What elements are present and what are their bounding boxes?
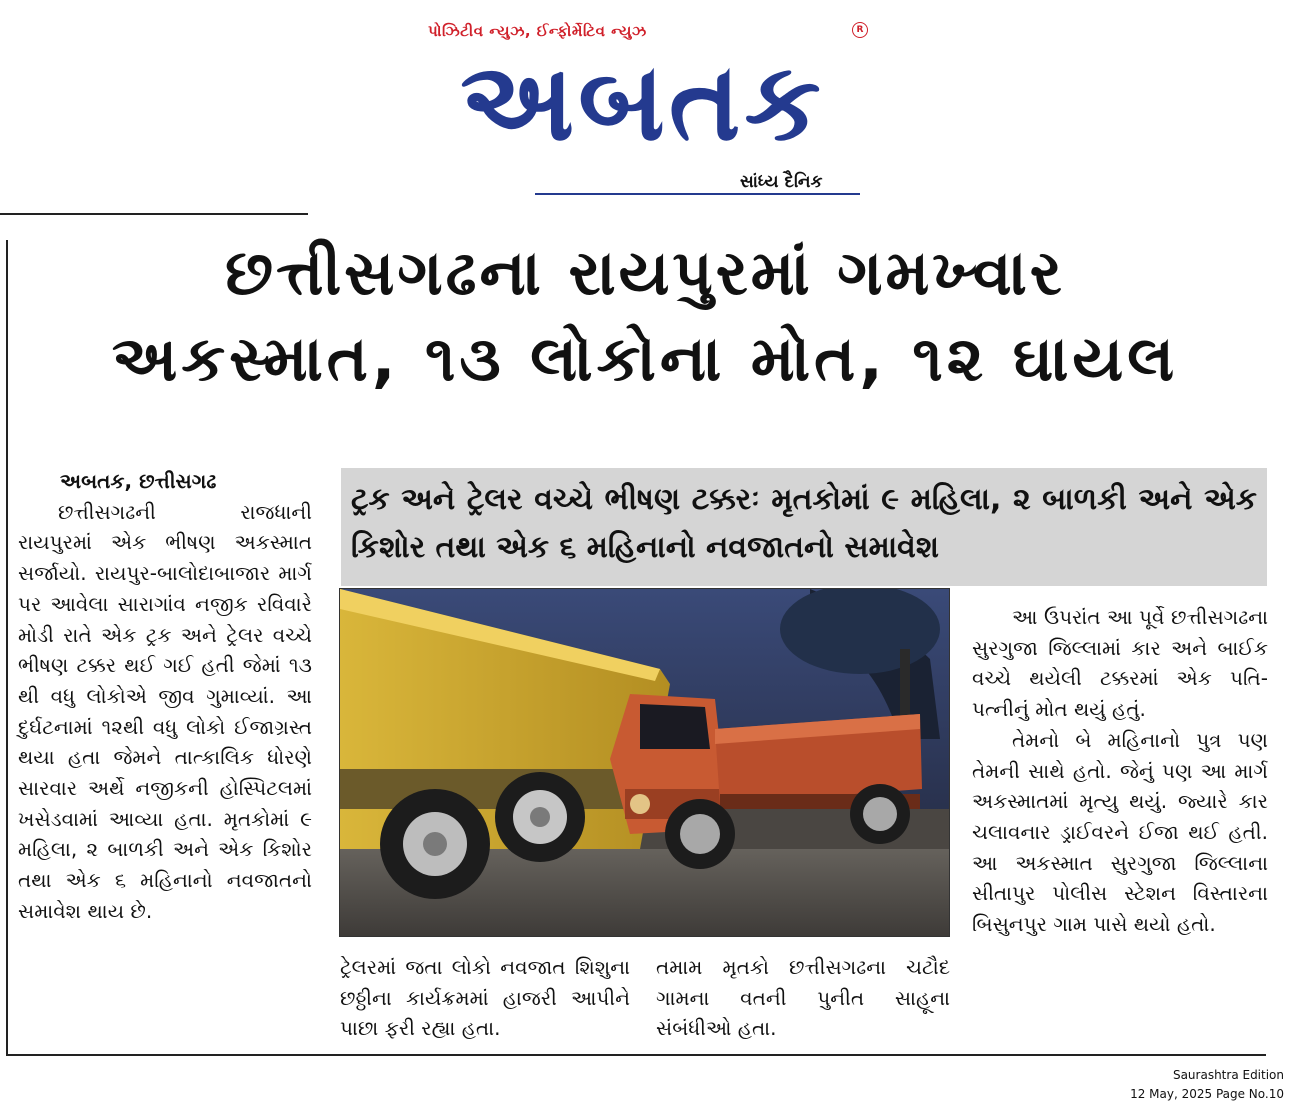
divider-bottom: [6, 1054, 1266, 1056]
page-footer: [1130, 1066, 1284, 1104]
divider-top: [0, 213, 308, 215]
registered-mark-icon: R: [852, 22, 868, 38]
newspaper-logo[interactable]: [420, 40, 865, 165]
dateline: અબતક, છત્તીસગઢ: [60, 469, 217, 493]
date-page-label: 12 May, 2025 Page No.10: [1130, 1087, 1284, 1101]
subheadline: ટ્રક અને ટ્રેલર વચ્ચે ભીષણ ટક્કરઃ મૃતકોમાં ૯ મહિલા, ૨ બાળકી અને એક કિશોર તથા એક ૬ મહિનાનો નવજાતનો સમાવેશ: [351, 482, 1257, 565]
divider-left: [6, 240, 8, 1055]
article-column-3: [972, 602, 1268, 940]
masthead-rule: [535, 193, 860, 195]
article-column-1: [18, 466, 312, 927]
column-3-paragraph-1: આ ઉપરાંત આ પૂર્વે છત્તીસગઢના સુરગુજા જિલ્લામાં કાર અને બાઈક વચ્ચે થયેલી ટક્કરમાં એક પતિ-પત્નીનું મોત થયું હતું.: [972, 605, 1268, 722]
column-3-paragraph-2: તેમનો બે મહિનાનો પુત્ર પણ તેમની સાથે હતો. જેનું પણ આ માર્ગ અકસ્માતમાં મૃત્યુ થયું. જ્યારે કાર ચલાવનાર ડ્રાઈવરને ઈજા થઈ હતી. આ અકસ્માત સુરગુજા જિલ્લાના સીતાપુર પોલીસ સ્ટેશન વિસ્તારના બિસુનપુર ગામ પાસે થયો હતો.: [972, 727, 1268, 937]
logo-wordmark: અબતક: [460, 40, 825, 165]
article-column-2a: ટ્રેલરમાં જતા લોકો નવજાત શિશુના છઠ્ઠીના કાર્યક્રમમાં હાજરી આપીને પાછા ફરી રહ્યા હતા.: [340, 955, 630, 1041]
accident-photo: [339, 588, 950, 937]
column-1-body: છત્તીસગઢની રાજધાની રાયપુરમાં એક ભીષણ અકસ્માત સર્જાયો. રાયપુર-બાલોદાબાજાર માર્ગ પર આવેલા સારાગાંવ નજીક રવિવારે મોડી રાતે એક ટ્રક અને ટ્રેલર વચ્ચે ભીષણ ટક્કર થઈ ગઈ હતી જેમાં ૧૩ થી વધુ લોકોએ જીવ ગુમાવ્યાં. આ દુર્ઘટનામાં ૧૨થી વધુ લોકો ઈજાગ્રસ્ત થયા હતા જેમને તાત્કાલિક ધોરણે સારવાર અર્થે નજીકની હોસ્પિટલમાં ખસેડવામાં આવ્યા હતા. મૃતકોમાં ૯ મહિલા, ૨ બાળકી અને એક કિશોર તથા એક ૬ મહિનાનો નવજાતનો સમાવેશ થાય છે.: [18, 499, 312, 923]
article-column-2b: તમામ મૃતકો છત્તીસગઢના ચટૌદ ગામના વતની પુનીત સાહૂના સંબંધીઓ હતા.: [656, 955, 950, 1041]
article-headline: [20, 236, 1270, 396]
masthead-tagline: પોઝિટીવ ન્યુઝ, ઈન્ફોર્મેટિવ ન્યુઝ: [428, 22, 647, 40]
edition-label: Saurashtra Edition: [1172, 1068, 1284, 1082]
masthead: [0, 0, 1292, 215]
headline-line-1: છત્તીસગઢના રાયપુરમાં ગમખ્વાર: [225, 236, 1065, 309]
truck-collision-image: [340, 589, 949, 936]
masthead-subtitle: સાંધ્ય દૈનિક: [740, 172, 823, 192]
headline-line-2: અકસ્માત, ૧૩ લોકોના મોત, ૧૨ ઘાયલ: [111, 322, 1179, 395]
subheadline-box: [341, 468, 1267, 586]
